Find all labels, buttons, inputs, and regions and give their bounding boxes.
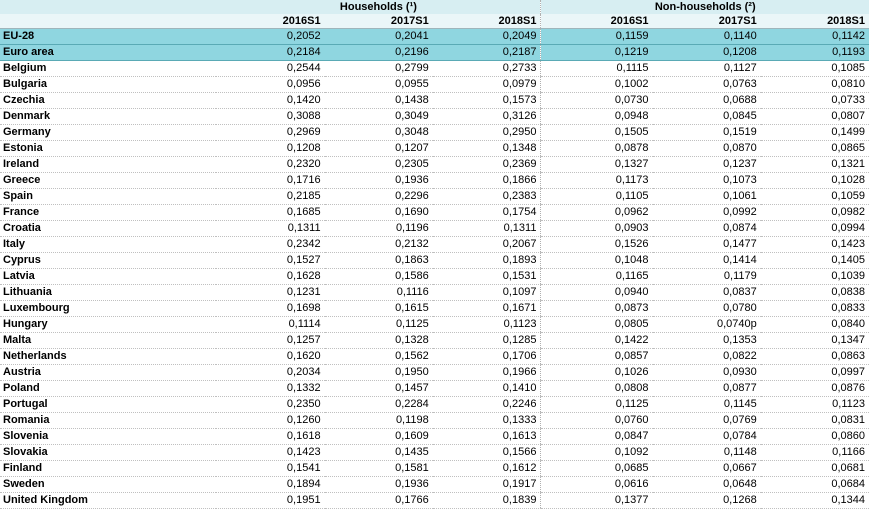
row-label: Germany xyxy=(0,125,216,141)
value-cell: 0,2383 xyxy=(433,189,541,205)
value-cell: 0,2187 xyxy=(433,45,541,61)
value-cell: 0,0780 xyxy=(653,301,761,317)
value-cell: 0,1327 xyxy=(541,157,653,173)
row-label: Greece xyxy=(0,173,216,189)
country-row xyxy=(0,413,869,429)
country-row xyxy=(0,365,869,381)
value-cell: 0,1127 xyxy=(653,61,761,77)
value-cell: 0,0740p xyxy=(653,317,761,333)
value-cell: 0,0807 xyxy=(761,109,869,125)
value-cell: 0,0982 xyxy=(761,205,869,221)
value-cell: 0,1615 xyxy=(325,301,433,317)
row-label: Euro area xyxy=(0,45,216,61)
value-cell: 0,2369 xyxy=(433,157,541,173)
value-cell: 0,1531 xyxy=(433,269,541,285)
value-cell: 0,1766 xyxy=(325,493,433,509)
value-cell: 0,1573 xyxy=(433,93,541,109)
value-cell: 0,1257 xyxy=(216,333,324,349)
value-cell: 0,1061 xyxy=(653,189,761,205)
row-label: Hungary xyxy=(0,317,216,333)
value-cell: 0,0903 xyxy=(541,221,653,237)
value-cell: 0,1410 xyxy=(433,381,541,397)
year-header-row xyxy=(0,14,869,29)
value-cell: 0,0870 xyxy=(653,141,761,157)
value-cell: 0,1123 xyxy=(761,397,869,413)
value-cell: 0,1377 xyxy=(541,493,653,509)
value-cell: 0,2969 xyxy=(216,125,324,141)
value-cell: 0,1142 xyxy=(761,29,869,45)
year-header: 2018S1 xyxy=(433,14,541,29)
country-row xyxy=(0,205,869,221)
aggregate-row xyxy=(0,29,869,45)
value-cell: 0,1541 xyxy=(216,461,324,477)
row-label: United Kingdom xyxy=(0,493,216,509)
value-cell: 0,1073 xyxy=(653,173,761,189)
value-cell: 0,1048 xyxy=(541,253,653,269)
value-cell: 0,1628 xyxy=(216,269,324,285)
row-label: Romania xyxy=(0,413,216,429)
row-label: Bulgaria xyxy=(0,77,216,93)
value-cell: 0,0992 xyxy=(653,205,761,221)
value-cell: 0,0878 xyxy=(541,141,653,157)
value-cell: 0,1231 xyxy=(216,285,324,301)
value-cell: 0,1116 xyxy=(325,285,433,301)
row-label: Belgium xyxy=(0,61,216,77)
value-cell: 0,0685 xyxy=(541,461,653,477)
value-cell: 0,1039 xyxy=(761,269,869,285)
row-label: Denmark xyxy=(0,109,216,125)
value-cell: 0,1716 xyxy=(216,173,324,189)
value-cell: 0,1125 xyxy=(541,397,653,413)
value-cell: 0,1268 xyxy=(653,493,761,509)
value-cell: 0,0769 xyxy=(653,413,761,429)
value-cell: 0,2184 xyxy=(216,45,324,61)
value-cell: 0,1347 xyxy=(761,333,869,349)
row-label: Spain xyxy=(0,189,216,205)
value-cell: 0,1438 xyxy=(325,93,433,109)
value-cell: 0,0979 xyxy=(433,77,541,93)
value-cell: 0,1219 xyxy=(541,45,653,61)
value-cell: 0,2034 xyxy=(216,365,324,381)
country-row xyxy=(0,173,869,189)
value-cell: 0,2067 xyxy=(433,237,541,253)
value-cell: 0,1951 xyxy=(216,493,324,509)
country-row xyxy=(0,253,869,269)
value-cell: 0,1917 xyxy=(433,477,541,493)
value-cell: 0,1145 xyxy=(653,397,761,413)
value-cell: 0,1237 xyxy=(653,157,761,173)
value-cell: 0,0831 xyxy=(761,413,869,429)
value-cell: 0,1285 xyxy=(433,333,541,349)
value-cell: 0,1754 xyxy=(433,205,541,221)
value-cell: 0,1671 xyxy=(433,301,541,317)
value-cell: 0,0730 xyxy=(541,93,653,109)
country-row xyxy=(0,77,869,93)
row-label: Slovakia xyxy=(0,445,216,461)
value-cell: 0,1519 xyxy=(653,125,761,141)
value-cell: 0,0667 xyxy=(653,461,761,477)
value-cell: 0,0760 xyxy=(541,413,653,429)
country-row xyxy=(0,109,869,125)
value-cell: 0,3126 xyxy=(433,109,541,125)
value-cell: 0,1936 xyxy=(325,477,433,493)
value-cell: 0,0948 xyxy=(541,109,653,125)
value-cell: 0,1179 xyxy=(653,269,761,285)
value-cell: 0,1085 xyxy=(761,61,869,77)
value-cell: 0,1706 xyxy=(433,349,541,365)
value-cell: 0,1260 xyxy=(216,413,324,429)
country-row xyxy=(0,349,869,365)
value-cell: 0,2041 xyxy=(325,29,433,45)
country-row xyxy=(0,221,869,237)
country-row xyxy=(0,125,869,141)
value-cell: 0,0763 xyxy=(653,77,761,93)
value-cell: 0,0962 xyxy=(541,205,653,221)
value-cell: 0,2320 xyxy=(216,157,324,173)
value-cell: 0,1698 xyxy=(216,301,324,317)
country-row xyxy=(0,61,869,77)
group-header-non-households: Non-households (²) xyxy=(541,0,869,14)
value-cell: 0,1562 xyxy=(325,349,433,365)
value-cell: 0,2733 xyxy=(433,61,541,77)
value-cell: 0,0822 xyxy=(653,349,761,365)
value-cell: 0,0865 xyxy=(761,141,869,157)
value-cell: 0,1527 xyxy=(216,253,324,269)
country-row xyxy=(0,493,869,509)
year-header: 2016S1 xyxy=(541,14,653,29)
value-cell: 0,1435 xyxy=(325,445,433,461)
value-cell: 0,1028 xyxy=(761,173,869,189)
value-cell: 0,2342 xyxy=(216,237,324,253)
value-cell: 0,1333 xyxy=(433,413,541,429)
value-cell: 0,1620 xyxy=(216,349,324,365)
value-cell: 0,0994 xyxy=(761,221,869,237)
value-cell: 0,1125 xyxy=(325,317,433,333)
value-cell: 0,1348 xyxy=(433,141,541,157)
value-cell: 0,1105 xyxy=(541,189,653,205)
value-cell: 0,1173 xyxy=(541,173,653,189)
group-header-households: Households (¹) xyxy=(216,0,541,14)
value-cell: 0,1123 xyxy=(433,317,541,333)
value-cell: 0,1499 xyxy=(761,125,869,141)
value-cell: 0,0808 xyxy=(541,381,653,397)
aggregate-row xyxy=(0,45,869,61)
value-cell: 0,1609 xyxy=(325,429,433,445)
value-cell: 0,1405 xyxy=(761,253,869,269)
value-cell: 0,1353 xyxy=(653,333,761,349)
value-cell: 0,1894 xyxy=(216,477,324,493)
value-cell: 0,1026 xyxy=(541,365,653,381)
value-cell: 0,1321 xyxy=(761,157,869,173)
value-cell: 0,0997 xyxy=(761,365,869,381)
value-cell: 0,1866 xyxy=(433,173,541,189)
value-cell: 0,0840 xyxy=(761,317,869,333)
year-header: 2018S1 xyxy=(761,14,869,29)
row-label: Netherlands xyxy=(0,349,216,365)
value-cell: 0,0733 xyxy=(761,93,869,109)
country-row xyxy=(0,429,869,445)
value-cell: 0,0784 xyxy=(653,429,761,445)
value-cell: 0,0837 xyxy=(653,285,761,301)
row-label: EU-28 xyxy=(0,29,216,45)
value-cell: 0,1115 xyxy=(541,61,653,77)
value-cell: 0,2296 xyxy=(325,189,433,205)
corner-cell xyxy=(0,0,216,14)
row-label: Ireland xyxy=(0,157,216,173)
value-cell: 0,3088 xyxy=(216,109,324,125)
row-label: Italy xyxy=(0,237,216,253)
row-label: France xyxy=(0,205,216,221)
row-label: Latvia xyxy=(0,269,216,285)
value-cell: 0,0810 xyxy=(761,77,869,93)
value-cell: 0,2950 xyxy=(433,125,541,141)
country-row xyxy=(0,301,869,317)
value-cell: 0,0877 xyxy=(653,381,761,397)
country-row xyxy=(0,237,869,253)
value-cell: 0,0684 xyxy=(761,477,869,493)
country-row xyxy=(0,477,869,493)
value-cell: 0,3049 xyxy=(325,109,433,125)
value-cell: 0,0876 xyxy=(761,381,869,397)
year-header: 2017S1 xyxy=(325,14,433,29)
value-cell: 0,1207 xyxy=(325,141,433,157)
value-cell: 0,0648 xyxy=(653,477,761,493)
value-cell: 0,1311 xyxy=(433,221,541,237)
value-cell: 0,1165 xyxy=(541,269,653,285)
country-row xyxy=(0,189,869,205)
value-cell: 0,0845 xyxy=(653,109,761,125)
value-cell: 0,1566 xyxy=(433,445,541,461)
value-cell: 0,0616 xyxy=(541,477,653,493)
value-cell: 0,2196 xyxy=(325,45,433,61)
value-cell: 0,1839 xyxy=(433,493,541,509)
value-cell: 0,0857 xyxy=(541,349,653,365)
country-row xyxy=(0,317,869,333)
value-cell: 0,1159 xyxy=(541,29,653,45)
value-cell: 0,0681 xyxy=(761,461,869,477)
value-cell: 0,1097 xyxy=(433,285,541,301)
row-label: Slovenia xyxy=(0,429,216,445)
value-cell: 0,0863 xyxy=(761,349,869,365)
country-row xyxy=(0,381,869,397)
row-label: Portugal xyxy=(0,397,216,413)
value-cell: 0,2305 xyxy=(325,157,433,173)
value-cell: 0,1618 xyxy=(216,429,324,445)
value-cell: 0,0833 xyxy=(761,301,869,317)
row-label: Croatia xyxy=(0,221,216,237)
value-cell: 0,0955 xyxy=(325,77,433,93)
country-row xyxy=(0,269,869,285)
value-cell: 0,0860 xyxy=(761,429,869,445)
year-corner-cell xyxy=(0,14,216,29)
value-cell: 0,1893 xyxy=(433,253,541,269)
value-cell: 0,1311 xyxy=(216,221,324,237)
value-cell: 0,1422 xyxy=(541,333,653,349)
table-body xyxy=(0,29,869,509)
value-cell: 0,0956 xyxy=(216,77,324,93)
row-label: Estonia xyxy=(0,141,216,157)
country-row xyxy=(0,93,869,109)
value-cell: 0,1208 xyxy=(216,141,324,157)
value-cell: 0,2246 xyxy=(433,397,541,413)
value-cell: 0,1950 xyxy=(325,365,433,381)
country-row xyxy=(0,157,869,173)
value-cell: 0,2544 xyxy=(216,61,324,77)
row-label: Malta xyxy=(0,333,216,349)
year-header: 2016S1 xyxy=(216,14,324,29)
value-cell: 0,0688 xyxy=(653,93,761,109)
value-cell: 0,1685 xyxy=(216,205,324,221)
value-cell: 0,1332 xyxy=(216,381,324,397)
value-cell: 0,1526 xyxy=(541,237,653,253)
value-cell: 0,1092 xyxy=(541,445,653,461)
value-cell: 0,2799 xyxy=(325,61,433,77)
value-cell: 0,1612 xyxy=(433,461,541,477)
value-cell: 0,1140 xyxy=(653,29,761,45)
value-cell: 0,2049 xyxy=(433,29,541,45)
country-row xyxy=(0,285,869,301)
value-cell: 0,0940 xyxy=(541,285,653,301)
value-cell: 0,1328 xyxy=(325,333,433,349)
value-cell: 0,1414 xyxy=(653,253,761,269)
value-cell: 0,1196 xyxy=(325,221,433,237)
country-row xyxy=(0,333,869,349)
value-cell: 0,2350 xyxy=(216,397,324,413)
value-cell: 0,0805 xyxy=(541,317,653,333)
row-label: Sweden xyxy=(0,477,216,493)
row-label: Poland xyxy=(0,381,216,397)
value-cell: 0,1148 xyxy=(653,445,761,461)
value-cell: 0,2284 xyxy=(325,397,433,413)
value-cell: 0,0838 xyxy=(761,285,869,301)
value-cell: 0,1059 xyxy=(761,189,869,205)
value-cell: 0,0930 xyxy=(653,365,761,381)
value-cell: 0,0847 xyxy=(541,429,653,445)
value-cell: 0,2052 xyxy=(216,29,324,45)
value-cell: 0,1420 xyxy=(216,93,324,109)
value-cell: 0,1690 xyxy=(325,205,433,221)
value-cell: 0,1208 xyxy=(653,45,761,61)
value-cell: 0,0873 xyxy=(541,301,653,317)
value-cell: 0,1457 xyxy=(325,381,433,397)
value-cell: 0,1505 xyxy=(541,125,653,141)
value-cell: 0,2185 xyxy=(216,189,324,205)
value-cell: 0,1477 xyxy=(653,237,761,253)
country-row xyxy=(0,461,869,477)
value-cell: 0,1344 xyxy=(761,493,869,509)
value-cell: 0,0874 xyxy=(653,221,761,237)
value-cell: 0,1423 xyxy=(216,445,324,461)
value-cell: 0,1002 xyxy=(541,77,653,93)
value-cell: 0,1581 xyxy=(325,461,433,477)
value-cell: 0,2132 xyxy=(325,237,433,253)
value-cell: 0,3048 xyxy=(325,125,433,141)
row-label: Cyprus xyxy=(0,253,216,269)
value-cell: 0,1198 xyxy=(325,413,433,429)
country-row xyxy=(0,445,869,461)
row-label: Austria xyxy=(0,365,216,381)
value-cell: 0,1586 xyxy=(325,269,433,285)
value-cell: 0,1966 xyxy=(433,365,541,381)
value-cell: 0,1193 xyxy=(761,45,869,61)
value-cell: 0,1863 xyxy=(325,253,433,269)
group-header-row xyxy=(0,0,869,14)
value-cell: 0,1936 xyxy=(325,173,433,189)
row-label: Czechia xyxy=(0,93,216,109)
value-cell: 0,1613 xyxy=(433,429,541,445)
year-header: 2017S1 xyxy=(653,14,761,29)
country-row xyxy=(0,141,869,157)
row-label: Luxembourg xyxy=(0,301,216,317)
row-label: Lithuania xyxy=(0,285,216,301)
country-row xyxy=(0,397,869,413)
value-cell: 0,1166 xyxy=(761,445,869,461)
value-cell: 0,1423 xyxy=(761,237,869,253)
row-label: Finland xyxy=(0,461,216,477)
value-cell: 0,1114 xyxy=(216,317,324,333)
